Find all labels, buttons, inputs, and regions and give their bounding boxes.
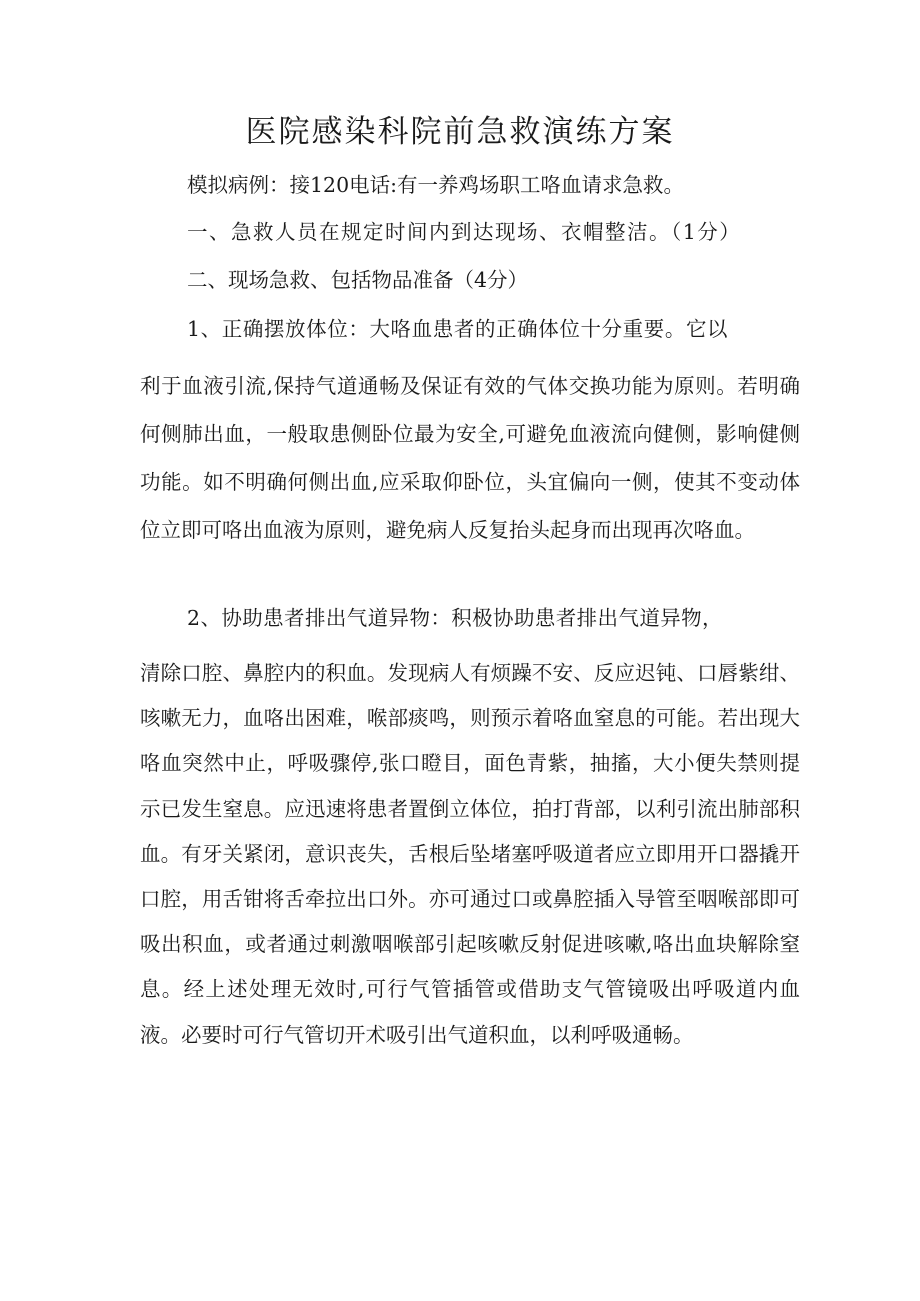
- section-1: 一、急救人员在规定时间内到达现场、衣帽整洁。（1分）: [187, 220, 742, 244]
- item-2-body: 清除口腔、鼻腔内的积血。发现病人有烦躁不安、反应迟钝、口唇紫绀、咳嗽无力，血咯出困难，喉部痰鸣，则预示着咯血窒息的可能。若出现大咯血突然中止，呼吸骤停,张口瞪目，面色青紫，抽搐，大小便失禁则提示已发生窒息。应迅速将患者置倒立体位，拍打背部，以利引流出肺部积血。有牙关紧闭，意识丧失，舌根后坠堵塞呼吸道者应立即用开口器撬开口腔，用舌钳将舌牵拉出口外。亦可通过口或鼻腔插入导管至咽喉部即可吸出积血，或者通过刺激咽喉部引起咳嗽反射促进咳嗽,咯出血块解除窒息。经上述处理无效时,可行气管插管或借助支气管镜吸出呼吸道内血液。必要时可行气管切开术吸引出气道积血，以利呼吸通畅。: [140, 661, 800, 1047]
- case-line: 模拟病例：接120电话:有一养鸡场职工咯血请求急救。: [187, 173, 685, 197]
- document-title: 医院感染科院前急救演练方案: [245, 114, 675, 150]
- item-1-heading: 1、正确摆放体位：大咯血患者的正确体位十分重要。它以: [187, 317, 729, 341]
- item-1-body: 利于血液引流,保持气道通畅及保证有效的气体交换功能为原则。若明确何侧肺出血，一般取患侧卧位最为安全,可避免血液流向健侧，影响健侧功能。如不明确何侧出血,应采取仰卧位，头宜偏向一侧，使其不变动体位立即可咯出血液为原则，避免病人反复抬头起身而出现再次咯血。: [140, 374, 800, 542]
- item-2-heading: 2、协助患者排出气道异物：积极协助患者排出气道异物，: [187, 606, 723, 630]
- section-2: 二、现场急救、包括物品准备（4分）: [187, 268, 529, 292]
